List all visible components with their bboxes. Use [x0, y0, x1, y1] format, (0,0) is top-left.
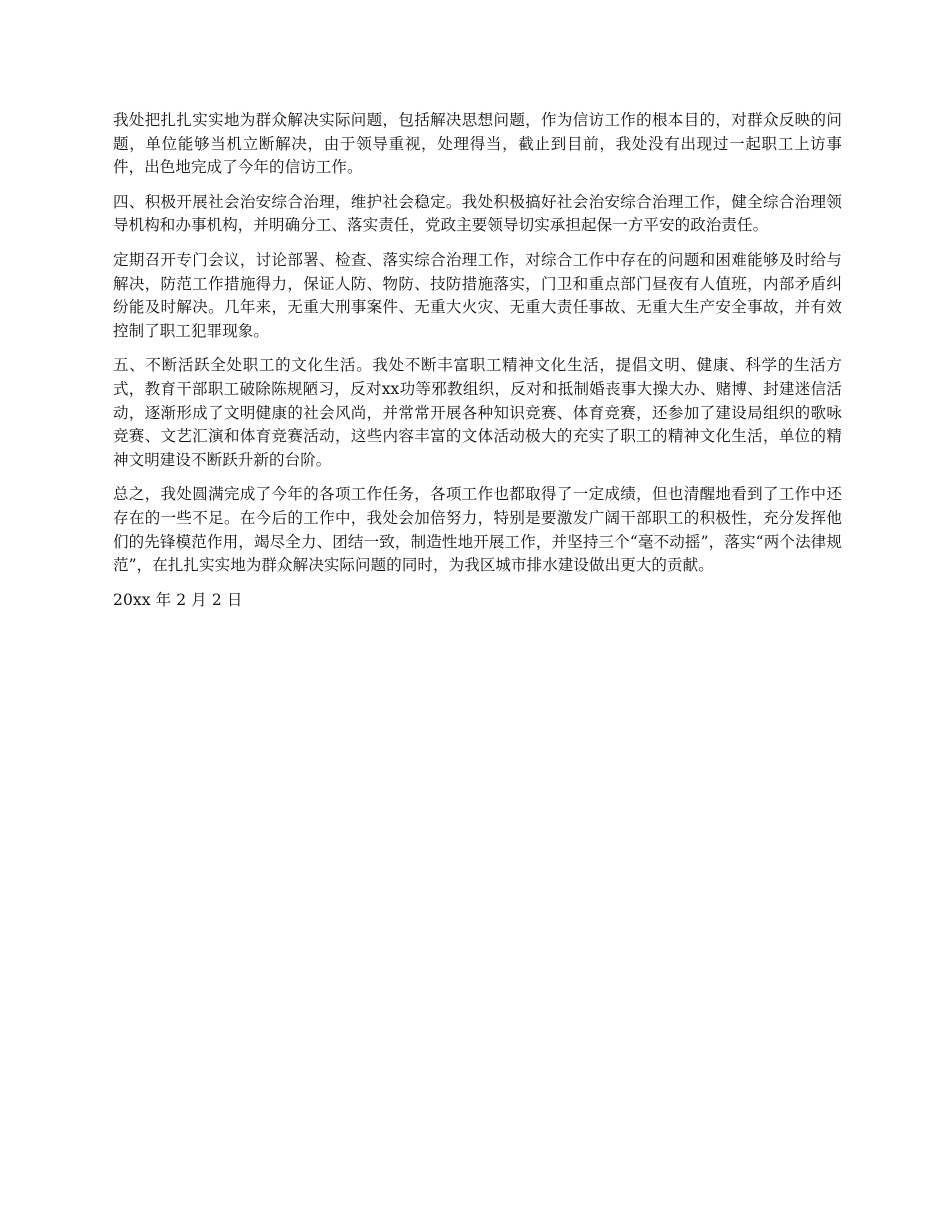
paragraph-cultural-life: 五、不断活跃全处职工的文化生活。我处不断丰富职工精神文化生活，提倡文明、健康、科学的生活方式，教育干部职工破除陈规陋习，反对xx功等邪教组织，反对和抵制婚丧事大操大办、赌博、封建迷信活动，逐渐形成了文明健康的社会风尚，并常常开展各种知识竞赛、体育竞赛，还参加了建设局组织的歌咏竞赛、文艺汇演和体育竞赛活动，这些内容丰富的文体活动极大的充实了职工的精神文化生活，单位的精神文明建设不断跃升新的台阶。 — [113, 356, 842, 469]
document-date: 20xx 年 2 月 2 日 — [113, 590, 243, 609]
paragraph-public-security: 四、积极开展社会治安综合治理，维护社会稳定。我处积极搞好社会治安综合治理工作，健全综合治理领导机构和办事机构，并明确分工、落实责任，党政主要领导切实承担起保一方平安的政治责任。 — [113, 192, 842, 235]
document-body — [113, 109, 842, 612]
paragraph-summary: 总之，我处圆满完成了今年的各项工作任务，各项工作也都取得了一定成绩，但也清醒地看到了工作中还存在的一些不足。在今后的工作中，我处会加倍努力，特别是要激发广阔干部职工的积极性，充分发挥他们的先锋模范作用，竭尽全力、团结一致，制造性地开展工作，并坚持三个“毫不动摇”，落实“两个法律规范”，在扎扎实实地为群众解决实际问题的同时，为我区城市排水建设做出更大的贡献。 — [113, 485, 842, 575]
paragraph-petition-work: 我处把扎扎实实地为群众解决实际问题，包括解决思想问题，作为信访工作的根本目的，对群众反映的问题，单位能够当机立断解决，由于领导重视，处理得当，截止到目前，我处没有出现过一起职工上访事件，出色地完成了今年的信访工作。 — [113, 111, 842, 177]
paragraph-regular-meetings: 定期召开专门会议，讨论部署、检查、落实综合治理工作，对综合工作中存在的问题和困难能够及时给与解决，防范工作措施得力，保证人防、物防、技防措施落实，门卫和重点部门昼夜有人值班，内部矛盾纠纷能及时解决。几年来，无重大刑事案件、无重大火灾、无重大责任事故、无重大生产安全事故，并有效控制了职工犯罪现象。 — [113, 250, 842, 340]
